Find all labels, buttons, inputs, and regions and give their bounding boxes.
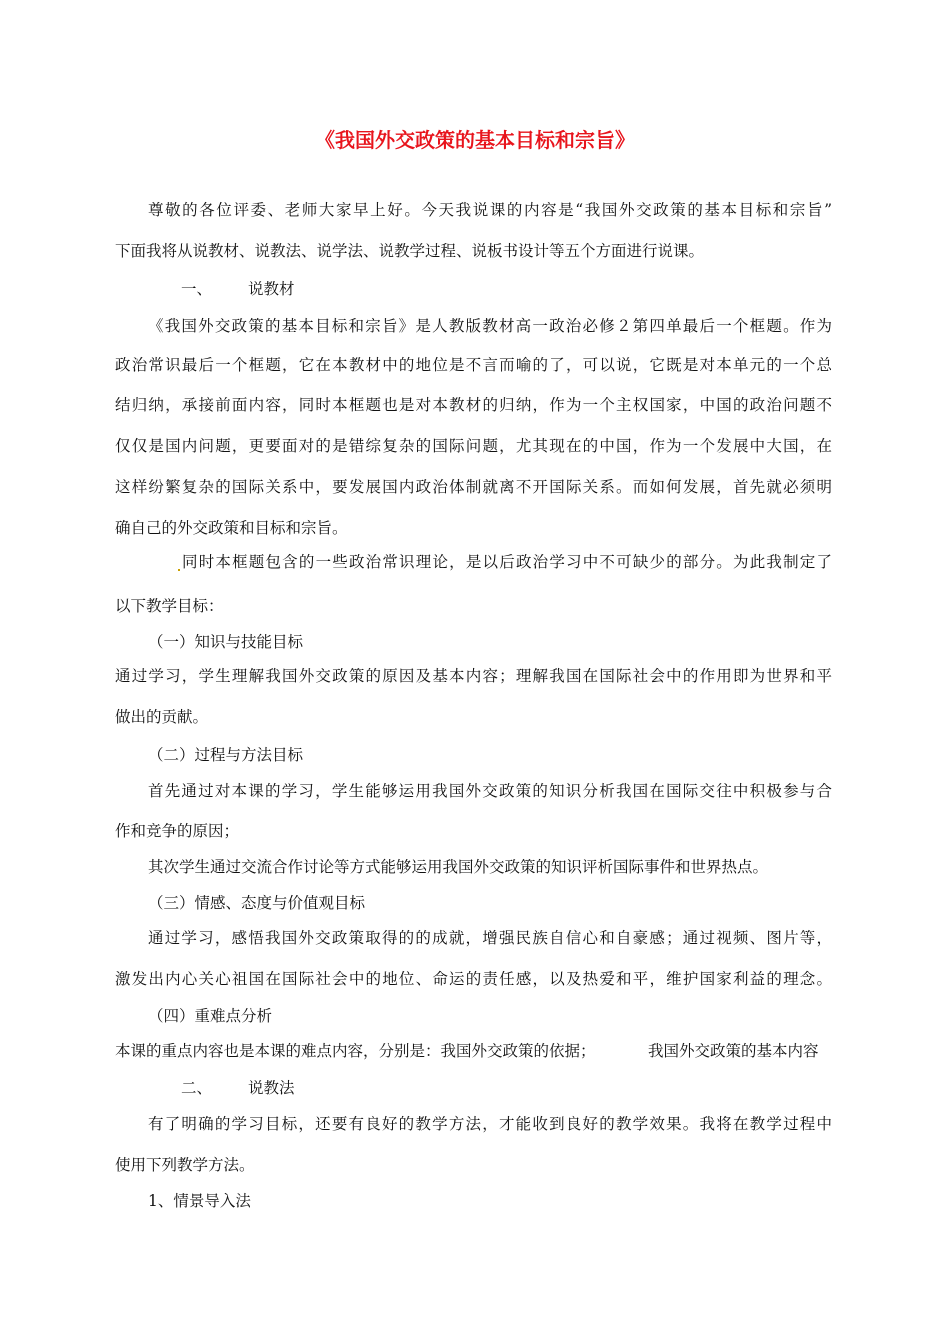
subsection-heading: （三）情感、态度与价值观目标 bbox=[148, 894, 366, 912]
section-heading: 说教材 bbox=[248, 280, 295, 298]
paragraph-line: 本课的重点内容也是本课的难点内容，分别是：我国外交政策的依据； bbox=[115, 1042, 596, 1060]
paragraph-line: 仅仅是国内问题，更要面对的是错综复杂的国际问题，尤其现在的中国，作为一个发展中大国，在 bbox=[115, 437, 832, 455]
paragraph-line: 其次学生通过交流合作讨论等方式能够运用我国外交政策的知识评析国际事件和世界热点。 bbox=[148, 858, 769, 876]
paragraph-line: 有了明确的学习目标，还要有良好的教学方法，才能收到良好的教学效果。我将在教学过程中 bbox=[148, 1115, 832, 1133]
paragraph-line: 做出的贡献。 bbox=[115, 708, 209, 726]
paragraph-line: 同时本框题包含的一些政治常识理论，是以后政治学习中不可缺少的部分。为此我制定了 bbox=[182, 553, 832, 571]
paragraph-line: 通过学习，感悟我国外交政策取得的的成就，增强民族自信心和自豪感；通过视频、图片等， bbox=[148, 929, 832, 947]
section-heading: 说教法 bbox=[248, 1079, 295, 1097]
paragraph-line: 尊敬的各位评委、老师大家早上好。今天我说课的内容是“我国外交政策的基本目标和宗旨” bbox=[148, 201, 832, 219]
document-title: 《我国外交政策的基本目标和宗旨》 bbox=[315, 128, 635, 152]
paragraph-line: 结归纳，承接前面内容，同时本框题也是对本教材的归纳，作为一个主权国家，中国的政治问题不 bbox=[115, 396, 832, 414]
section-number: 一、 bbox=[181, 280, 213, 298]
mark-dot bbox=[178, 569, 180, 571]
paragraph-line: 作和竞争的原因； bbox=[115, 822, 240, 840]
paragraph-line: 使用下列教学方法。 bbox=[115, 1156, 255, 1174]
paragraph-line: 通过学习，学生理解我国外交政策的原因及基本内容；理解我国在国际社会中的作用即为世界和平 bbox=[115, 667, 832, 685]
paragraph-line: 政治常识最后一个框题，它在本教材中的地位是不言而喻的了，可以说，它既是对本单元的一个总 bbox=[115, 356, 832, 374]
paragraph-line: 确自己的外交政策和目标和宗旨。 bbox=[115, 519, 348, 537]
paragraph-line: 激发出内心关心祖国在国际社会中的地位、命运的责任感，以及热爱和平，维护国家利益的理念。 bbox=[115, 970, 832, 988]
paragraph-line: 我国外交政策的基本内容 bbox=[648, 1042, 819, 1060]
subsection-heading: （一）知识与技能目标 bbox=[148, 633, 304, 651]
paragraph-line: 以下教学目标： bbox=[115, 597, 224, 615]
paragraph-line: 下面我将从说教材、说教法、说学法、说教学过程、说板书设计等五个方面进行说课。 bbox=[115, 242, 705, 260]
paragraph-line: 这样纷繁复杂的国际关系中，要发展国内政治体制就离不开国际关系。而如何发展，首先就必须明 bbox=[115, 478, 832, 496]
subsection-heading: （二）过程与方法目标 bbox=[148, 746, 304, 764]
paragraph-line: 首先通过对本课的学习，学生能够运用我国外交政策的知识分析我国在国际交往中积极参与合 bbox=[148, 782, 832, 800]
list-item: 1、情景导入法 bbox=[148, 1192, 251, 1210]
section-number: 二、 bbox=[181, 1079, 213, 1097]
subsection-heading: （四）重难点分析 bbox=[148, 1007, 273, 1025]
paragraph-line: 《我国外交政策的基本目标和宗旨》是人教版教材高一政治必修２第四单最后一个框题。作为 bbox=[148, 317, 832, 335]
